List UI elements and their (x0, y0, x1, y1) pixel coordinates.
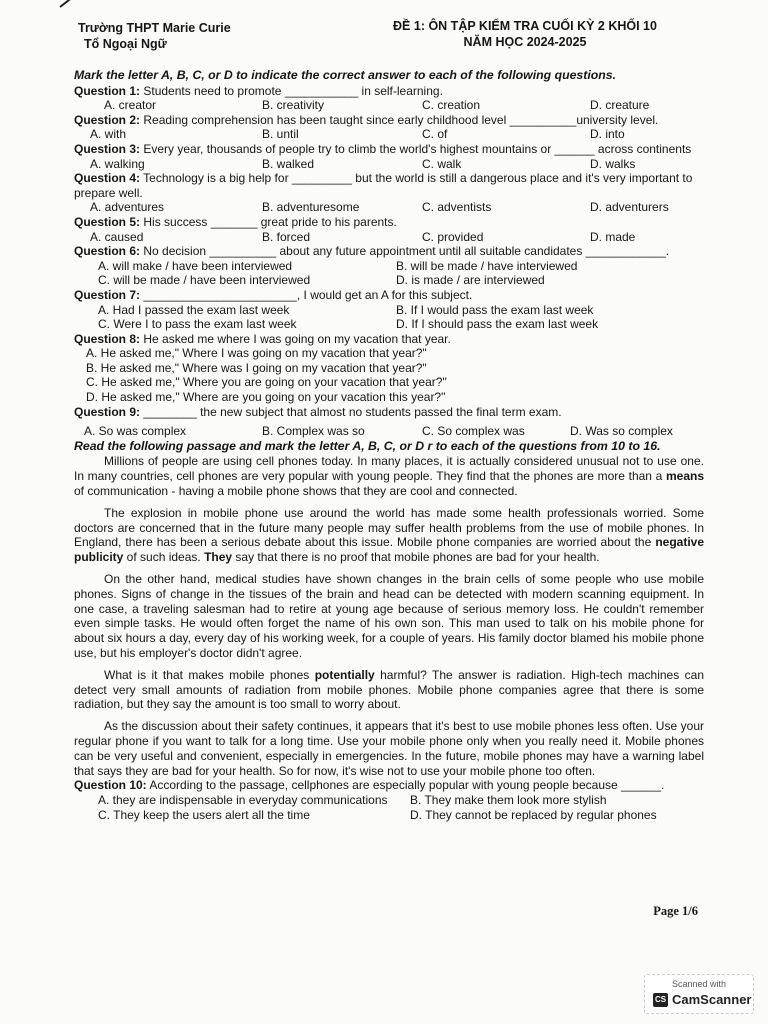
option-d: D. He asked me," Where are you going on your vacation this year?" (86, 390, 446, 405)
option-d: D. They cannot be replaced by regular phones (410, 807, 657, 822)
option-b: B. He asked me," Where was I going on my vacation that year?" (86, 360, 427, 375)
option-d: D. adventurers (590, 200, 669, 215)
camscanner-logo-icon: CS (653, 993, 668, 1007)
option-c: C. They keep the users alert all the time (98, 807, 310, 822)
passage-paragraph-5: As the discussion about their safety continues, it appears that it's best to use mobile phones less often. Use your regular phone if you want to talk for a long time. Use your mobile phone only when you really need it. Mobile phones can be very useful and convenient, especially in emergencies. In the future, mobile phones may have a warning label that says they are bad for your health. So for now, it's wise not to use your mobile phone too often. (74, 719, 704, 778)
question-text: Reading comprehension has been taught since early childhood level __________university level. (143, 112, 659, 127)
question-1 (74, 84, 704, 99)
option-c: C. provided (422, 229, 484, 244)
option-c: C. walk (422, 156, 462, 171)
question-text: No decision __________ about any future appointment until all suitable candidates ____________. (143, 244, 670, 259)
question-1-options (74, 98, 704, 113)
option-b: B. They make them look more stylish (410, 792, 607, 807)
camscanner-watermark (644, 974, 754, 1014)
question-text: _______________________, I would get an A for this subject. (143, 287, 473, 302)
question-text: Every year, thousands of people try to climb the world's highest mountains or ______ across continents (143, 141, 692, 156)
option-a: A. with (90, 127, 127, 142)
question-text: Technology is a big help for _________ but the world is still a dangerous place and it's very important to prepare well. (74, 171, 693, 200)
passage-paragraph-2: The explosion in mobile phone use around the world has made some health professionals worried. Some doctors are concerned that in the future many people may suffer health problems from the use of mobile phones. In England, there has been a serious debate about this issue. Mobile phone companies are worried about the negative publicity of such ideas. They say that there is no proof that mobile phones are bad for your health. (74, 505, 704, 565)
passage-paragraph-4: What is it that makes mobile phones potentially harmful? The answer is radiation. High-tech machines can detect very small amounts of radiation from mobile phones. Mobile phone companies agree that there is some radiation, but they say the amount is too small to worry about. (74, 667, 704, 712)
question-4-options (74, 200, 704, 215)
option-b: B. adventuresome (262, 200, 360, 215)
option-b: B. walked (262, 156, 315, 171)
option-d: D. walks (590, 156, 636, 171)
school-name: Trường THPT Marie Curie (78, 21, 231, 35)
option-c: C. Were I to pass the exam last week (98, 317, 297, 332)
exam-body (74, 68, 704, 822)
question-7-options-row2 (74, 317, 704, 332)
option-a: A. creator (104, 98, 157, 113)
option-c: C. He asked me," Where you are going on your vacation that year?" (86, 375, 447, 390)
passage-paragraph-3: On the other hand, medical studies have shown changes in the brain cells of some people who use mobile phones. Signs of change in the tissues of the brain and head can be detected with modern scanning equipment. In one case, a traveling salesman had to retire at young age because of serious memory loss. He couldn't remember even simple tasks. He would often forget the name of his own son. This man used to talk on his mobile phone for about six hours a day, every day of his working week, for a couple of years. His family doctor blamed his mobile phone use, but his employer's doctor didn't agree. (74, 572, 704, 660)
option-b: B. Complex was so (262, 424, 365, 439)
question-number: Question 7: (74, 287, 141, 302)
question-number: Question 9: (74, 404, 141, 419)
option-d: D. If I should pass the exam last week (396, 317, 599, 332)
option-d: D. creature (590, 98, 650, 113)
question-3-options (74, 157, 704, 172)
instruction-passage: Read the following passage and mark the letter A, B, C, or D r to each of the questions from 10 to 16. (74, 438, 661, 453)
exam-title: ĐỀ 1: ÔN TẬP KIỂM TRA CUỐI KỲ 2 KHỐI 10 (393, 19, 657, 33)
option-a: A. they are indispensable in everyday communications (98, 792, 388, 807)
school-year: NĂM HỌC 2024-2025 (463, 35, 587, 49)
option-c: C. will be made / have been interviewed (98, 273, 311, 288)
option-a: A. Had I passed the exam last week (98, 302, 290, 317)
question-2-options (74, 127, 704, 142)
question-text: According to the passage, cellphones are especially popular with young people because ______. (149, 778, 665, 793)
question-10 (74, 778, 704, 793)
page-number: Page 1/6 (653, 904, 698, 918)
question-6 (74, 244, 704, 259)
option-a: A. So was complex (84, 424, 187, 439)
question-text: Students need to promote ___________ in self-learning. (143, 83, 443, 98)
department-name: Tổ Ngoại Ngữ (84, 37, 167, 51)
question-number: Question 4: (74, 171, 141, 186)
option-c: C. of (422, 127, 448, 142)
question-2 (74, 113, 704, 128)
question-5-options (74, 230, 704, 245)
option-b: B. creativity (262, 98, 325, 113)
option-a: A. adventures (90, 200, 165, 215)
question-number: Question 10: (74, 778, 147, 793)
question-10-options-row1 (74, 793, 704, 808)
option-a: A. walking (90, 156, 145, 171)
question-text: ________ the new subject that almost no students passed the final term exam. (143, 404, 562, 419)
question-7-options-row1 (74, 303, 704, 318)
option-a: A. He asked me," Where I was going on my vacation that year?" (86, 346, 427, 361)
question-number: Question 2: (74, 112, 141, 127)
option-d: D. into (590, 127, 625, 142)
question-8 (74, 332, 704, 347)
option-a: A. will make / have been interviewed (98, 258, 293, 273)
question-text: His success _______ great pride to his parents. (143, 214, 397, 229)
option-d: D. Was so complex (570, 424, 673, 439)
question-number: Question 1: (74, 83, 141, 98)
watermark-line1: Scanned with (671, 979, 727, 989)
question-number: Question 8: (74, 331, 141, 346)
watermark-brand: CamScanner (672, 992, 752, 1007)
question-5 (74, 215, 704, 230)
option-a: A. caused (90, 229, 144, 244)
question-text: He asked me where I was going on my vacation that year. (143, 331, 451, 346)
instruction-questions: Mark the letter A, B, C, or D to indicate the correct answer to each of the following questions. (74, 68, 617, 82)
exam-title-block (360, 18, 690, 50)
question-6-options-row1 (74, 259, 704, 274)
question-10-options-row2 (74, 808, 704, 823)
option-b: B. until (262, 127, 299, 142)
question-number: Question 3: (74, 141, 141, 156)
option-c: C. adventists (422, 200, 492, 215)
question-7 (74, 288, 704, 303)
passage-paragraph-1: Millions of people are using cell phones today. In many places, it is actually considered unusual not to use one. In many countries, cell phones are very popular with young people. They find that the phones are more than a means of communication - having a mobile phone shows that they are cool and connected. (74, 454, 704, 499)
question-number: Question 6: (74, 244, 141, 259)
pen-mark (59, 0, 79, 8)
question-3 (74, 142, 704, 157)
school-header (78, 20, 231, 52)
question-4 (74, 171, 704, 200)
option-b: B. forced (262, 229, 311, 244)
option-d: D. is made / are interviewed (396, 273, 545, 288)
question-9-options (74, 424, 704, 439)
option-b: B. If I would pass the exam last week (396, 302, 594, 317)
option-b: B. will be made / have interviewed (396, 258, 578, 273)
question-number: Question 5: (74, 214, 141, 229)
option-d: D. made (590, 229, 636, 244)
question-9 (74, 405, 704, 420)
option-c: C. creation (422, 98, 481, 113)
question-6-options-row2 (74, 273, 704, 288)
option-c: C. So complex was (422, 424, 525, 439)
